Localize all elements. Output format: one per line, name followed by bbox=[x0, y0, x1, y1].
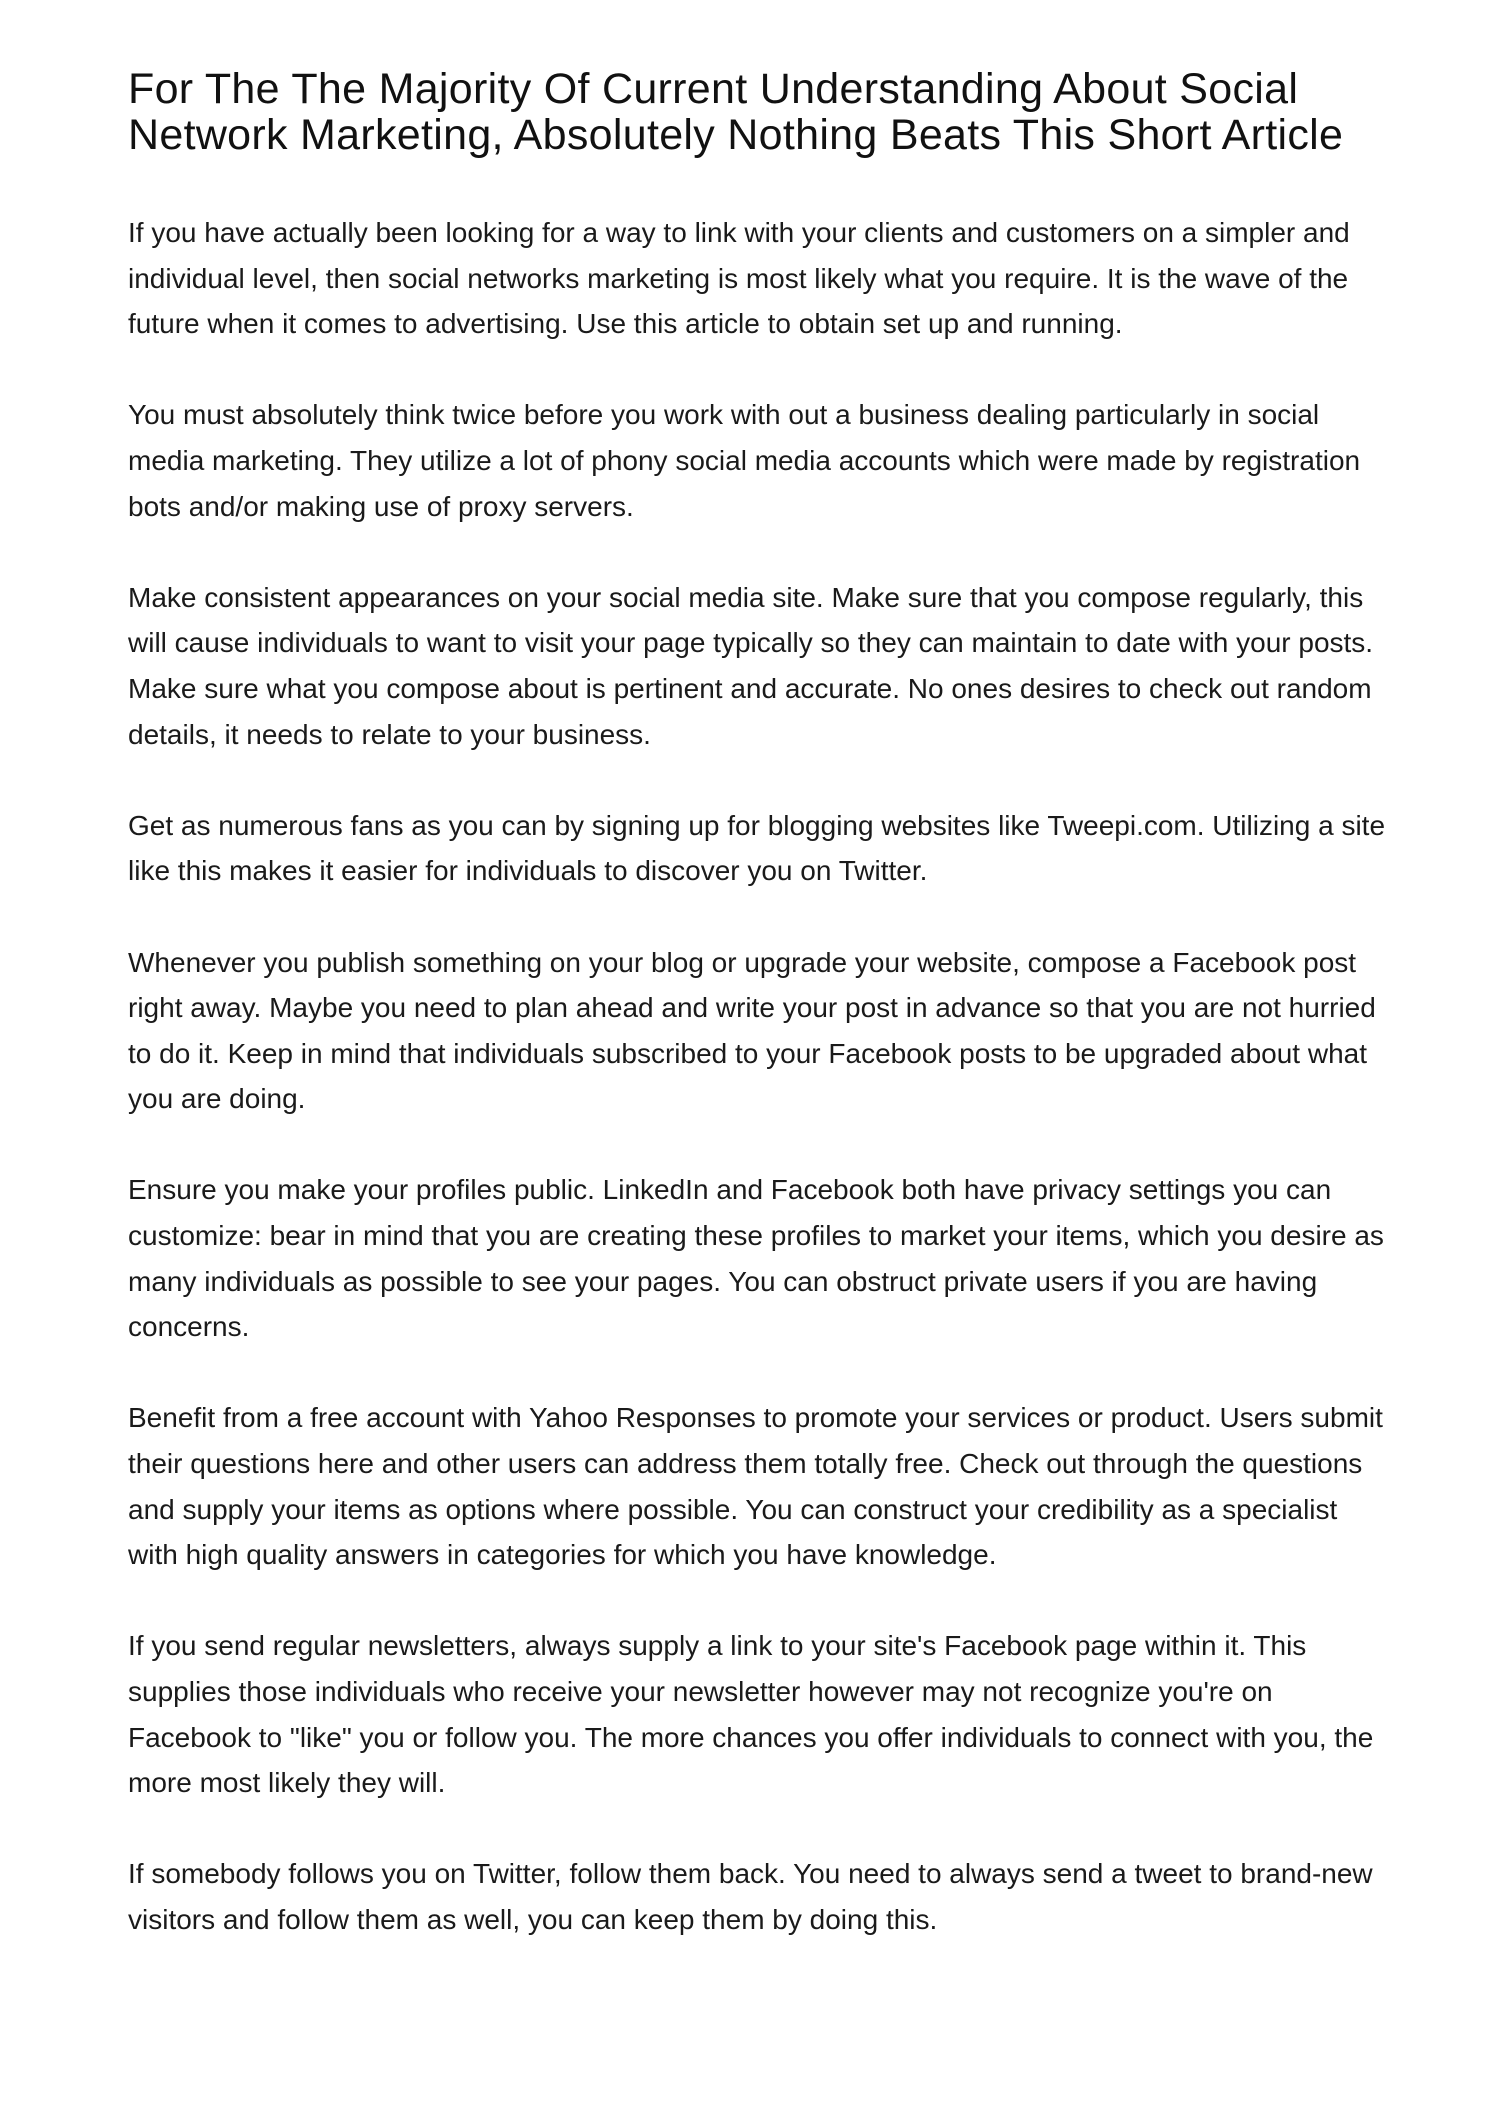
article-paragraph-8: If you send regular newsletters, always supply a link to your site's Facebook page within it. This supplies those individuals who receive your newsletter however may not recognize you're on Facebook to "like" you or follow you. The more chances you offer individuals to connect with you, the more most likely they will. bbox=[128, 1630, 1374, 1799]
article-paragraph-2: You must absolutely think twice before you work with out a business dealing particularly in social media marketing. They utilize a lot of phony social media accounts which were made by registration bots and/or making use of proxy servers. bbox=[128, 399, 1361, 522]
article-paragraph-3: Make consistent appearances on your social media site. Make sure that you compose regularly, this will cause individuals to want to visit your page typically so they can maintain to date with your posts. Make sure what you compose about is pertinent and accurate. No ones desires to check out random details, it needs to relate to your business. bbox=[128, 581, 1374, 750]
article-paragraph-6: Ensure you make your profiles public. LinkedIn and Facebook both have privacy settings you can customize: bear in mind that you are creating these profiles to market your items, which you desire as many individuals as possible to see your pages. You can obstruct private users if you are having concerns. bbox=[128, 1174, 1384, 1343]
article-paragraph-5: Whenever you publish something on your blog or upgrade your website, compose a Facebook post right away. Maybe you need to plan ahead and write your post in advance so that you are not hurried to do it. Keep in mind that individuals subscribed to your Facebook posts to be upgraded about what you are doing. bbox=[128, 946, 1376, 1115]
article-title: For The The Majority Of Current Understanding About Social Network Marketing, Absolutely Nothing Beats This Short Article bbox=[128, 65, 1344, 159]
article-paragraph-7: Benefit from a free account with Yahoo Responses to promote your services or product. Users submit their questions here and other users can address them totally free. Check out through the questions and supply your items as options where possible. You can construct your credibility as a specialist with high quality answers in categories for which you have knowledge. bbox=[128, 1402, 1383, 1571]
article-paragraph-1: If you have actually been looking for a way to link with your clients and customers on a simpler and individual level, then social networks marketing is most likely what you require. It is the wave of the future when it comes to advertising. Use this article to obtain set up and running. bbox=[128, 217, 1350, 340]
document-page bbox=[128, 66, 1390, 1988]
article-paragraph-4: Get as numerous fans as you can by signing up for blogging websites like Tweepi.com. Utilizing a site like this makes it easier for individuals to discover you on Twitter. bbox=[128, 809, 1386, 887]
article-paragraph-9: If somebody follows you on Twitter, follow them back. You need to always send a tweet to brand-new visitors and follow them as well, you can keep them by doing this. bbox=[128, 1858, 1373, 1935]
article-body bbox=[128, 210, 1390, 1943]
